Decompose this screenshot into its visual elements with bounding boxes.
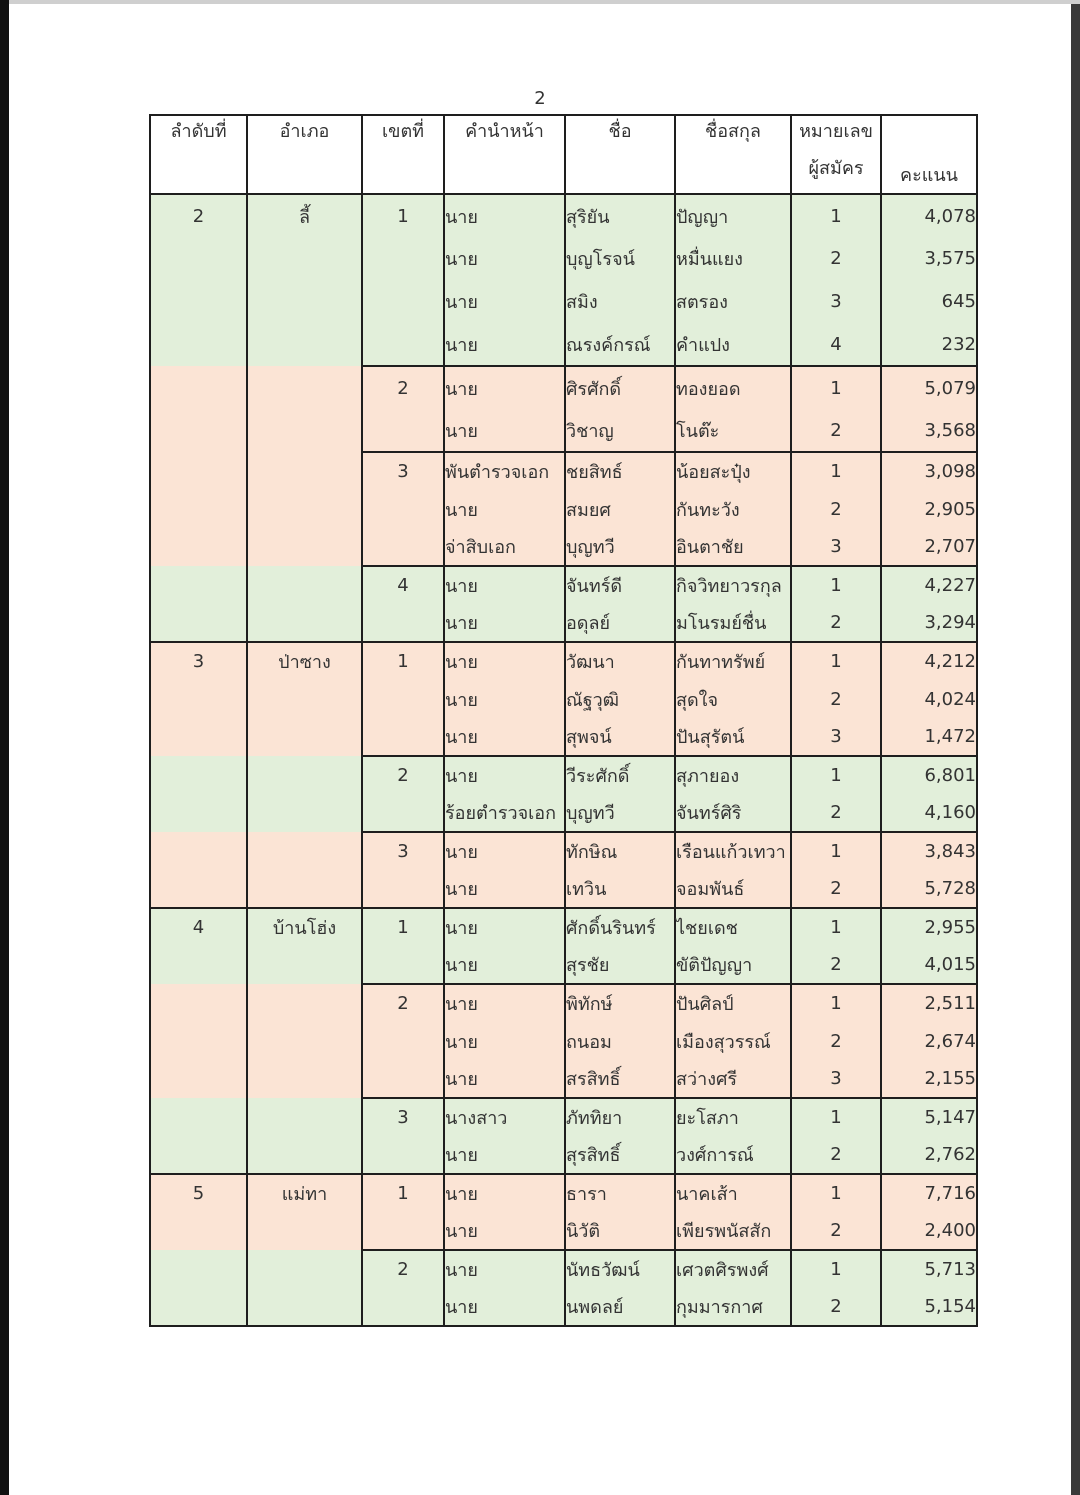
prefix-cell: นาย [444, 1212, 565, 1250]
first-name-cell: สุพจน์ [565, 718, 675, 756]
candidate-number-cell: 1 [791, 756, 881, 794]
candidate-number-cell: 2 [791, 870, 881, 908]
table-header-row [150, 115, 977, 194]
first-name-cell: ชยสิทธ์ [565, 452, 675, 490]
table-row [150, 680, 977, 718]
candidate-number-cell: 1 [791, 566, 881, 604]
order-cell: 4 [150, 908, 247, 946]
district-cell [247, 280, 362, 323]
table-row [150, 1060, 977, 1098]
prefix-cell: นาย [444, 1288, 565, 1326]
prefix-cell: นาย [444, 832, 565, 870]
candidate-number-cell: 1 [791, 1174, 881, 1212]
district-cell [247, 1022, 362, 1060]
table-row [150, 280, 977, 323]
zone-cell: 4 [362, 566, 444, 604]
district-cell [247, 870, 362, 908]
table-row [150, 1136, 977, 1174]
prefix-cell: นางสาว [444, 1098, 565, 1136]
first-name-cell: ศิรศักดิ์ [565, 366, 675, 409]
first-name-cell: ณัฐวุฒิ [565, 680, 675, 718]
first-name-cell: สมยศ [565, 490, 675, 528]
table-row [150, 1288, 977, 1326]
first-name-cell: บุญทวี [565, 794, 675, 832]
last-name-cell: โนต๊ะ [675, 409, 791, 452]
prefix-cell: นาย [444, 1174, 565, 1212]
first-name-cell: นิวัติ [565, 1212, 675, 1250]
table-row [150, 409, 977, 452]
zone-cell: 2 [362, 1250, 444, 1288]
viewer-left-edge [0, 0, 9, 1495]
candidate-number-cell: 3 [791, 528, 881, 566]
last-name-cell: ขัติปัญญา [675, 946, 791, 984]
prefix-cell: นาย [444, 237, 565, 280]
prefix-cell: ร้อยตำรวจเอก [444, 794, 565, 832]
order-cell [150, 1136, 247, 1174]
zone-cell [362, 528, 444, 566]
table-row [150, 642, 977, 680]
district-cell [247, 1288, 362, 1326]
first-name-cell: บุญโรจน์ [565, 237, 675, 280]
prefix-cell: นาย [444, 280, 565, 323]
order-cell [150, 1250, 247, 1288]
last-name-cell: ยะโสภา [675, 1098, 791, 1136]
score-cell: 3,294 [881, 604, 977, 642]
order-cell [150, 452, 247, 490]
candidate-number-cell: 1 [791, 366, 881, 409]
district-cell [247, 409, 362, 452]
candidate-number-cell: 1 [791, 452, 881, 490]
zone-cell: 3 [362, 452, 444, 490]
candidate-number-cell: 1 [791, 194, 881, 237]
score-cell: 2,762 [881, 1136, 977, 1174]
district-cell [247, 490, 362, 528]
candidate-number-cell: 1 [791, 908, 881, 946]
zone-cell: 1 [362, 194, 444, 237]
last-name-cell: เมืองสุวรรณ์ [675, 1022, 791, 1060]
zone-cell [362, 946, 444, 984]
table-row [150, 452, 977, 490]
prefix-cell: นาย [444, 409, 565, 452]
header-score: คะแนน [881, 115, 977, 194]
first-name-cell: นัทธวัฒน์ [565, 1250, 675, 1288]
order-cell [150, 323, 247, 366]
order-cell: 2 [150, 194, 247, 237]
score-cell: 3,098 [881, 452, 977, 490]
first-name-cell: พิทักษ์ [565, 984, 675, 1022]
prefix-cell: นาย [444, 870, 565, 908]
prefix-cell: นาย [444, 323, 565, 366]
order-cell [150, 1098, 247, 1136]
order-cell [150, 794, 247, 832]
order-cell [150, 756, 247, 794]
district-cell [247, 1060, 362, 1098]
score-cell: 4,024 [881, 680, 977, 718]
score-cell: 2,905 [881, 490, 977, 528]
last-name-cell: เพียรพนัสสัก [675, 1212, 791, 1250]
candidate-number-cell: 1 [791, 642, 881, 680]
prefix-cell: นาย [444, 194, 565, 237]
first-name-cell: จันทร์ดี [565, 566, 675, 604]
last-name-cell: จันทร์ศิริ [675, 794, 791, 832]
district-cell [247, 237, 362, 280]
order-cell: 3 [150, 642, 247, 680]
last-name-cell: กิจวิทยาวรกุล [675, 566, 791, 604]
table-body [150, 194, 977, 1326]
zone-cell [362, 1136, 444, 1174]
first-name-cell: ธารา [565, 1174, 675, 1212]
table-row [150, 946, 977, 984]
district-cell [247, 1136, 362, 1174]
prefix-cell: นาย [444, 680, 565, 718]
table-row [150, 984, 977, 1022]
header-first-name: ชื่อ [565, 115, 675, 194]
candidate-number-cell: 2 [791, 1288, 881, 1326]
district-cell [247, 566, 362, 604]
first-name-cell: ถนอม [565, 1022, 675, 1060]
table-row [150, 1098, 977, 1136]
order-cell [150, 1288, 247, 1326]
prefix-cell: นาย [444, 718, 565, 756]
first-name-cell: วิชาญ [565, 409, 675, 452]
district-cell [247, 794, 362, 832]
last-name-cell: อินตาชัย [675, 528, 791, 566]
first-name-cell: วีระศักดิ์ [565, 756, 675, 794]
candidate-number-cell: 1 [791, 1250, 881, 1288]
prefix-cell: นาย [444, 490, 565, 528]
first-name-cell: สุริยัน [565, 194, 675, 237]
header-prefix: คำนำหน้า [444, 115, 565, 194]
header-candidate-number [791, 115, 881, 194]
district-cell [247, 946, 362, 984]
order-cell [150, 490, 247, 528]
candidate-number-cell: 3 [791, 1060, 881, 1098]
last-name-cell: เศวตศิรพงศ์ [675, 1250, 791, 1288]
document-page [9, 4, 1071, 1495]
last-name-cell: น้อยสะปุ๋ง [675, 452, 791, 490]
candidate-number-cell: 2 [791, 604, 881, 642]
first-name-cell: ณรงค์กรณ์ [565, 323, 675, 366]
order-cell [150, 1212, 247, 1250]
zone-cell [362, 409, 444, 452]
first-name-cell: อดุลย์ [565, 604, 675, 642]
score-cell: 5,713 [881, 1250, 977, 1288]
score-cell: 5,079 [881, 366, 977, 409]
zone-cell [362, 870, 444, 908]
district-cell [247, 1098, 362, 1136]
district-cell: แม่ทา [247, 1174, 362, 1212]
prefix-cell: นาย [444, 946, 565, 984]
order-cell [150, 984, 247, 1022]
order-cell [150, 680, 247, 718]
table-row [150, 194, 977, 237]
table-row [150, 490, 977, 528]
table-row [150, 718, 977, 756]
zone-cell: 3 [362, 832, 444, 870]
prefix-cell: นาย [444, 908, 565, 946]
prefix-cell: นาย [444, 1250, 565, 1288]
district-cell [247, 1250, 362, 1288]
candidate-number-cell: 1 [791, 1098, 881, 1136]
last-name-cell: กันทาทรัพย์ [675, 642, 791, 680]
zone-cell: 2 [362, 984, 444, 1022]
candidate-number-cell: 2 [791, 409, 881, 452]
order-cell [150, 566, 247, 604]
district-cell [247, 984, 362, 1022]
zone-cell [362, 1288, 444, 1326]
order-cell [150, 528, 247, 566]
first-name-cell: ทักษิณ [565, 832, 675, 870]
score-cell: 4,015 [881, 946, 977, 984]
prefix-cell: นาย [444, 984, 565, 1022]
last-name-cell: มโนรมย์ชื่น [675, 604, 791, 642]
candidate-number-cell: 2 [791, 1136, 881, 1174]
order-cell [150, 280, 247, 323]
order-cell [150, 1022, 247, 1060]
order-cell [150, 237, 247, 280]
header-last-name: ชื่อสกุล [675, 115, 791, 194]
table-row [150, 604, 977, 642]
zone-cell: 2 [362, 756, 444, 794]
candidate-number-cell: 2 [791, 1212, 881, 1250]
score-cell: 3,843 [881, 832, 977, 870]
header-candidate-number-line1: หมายเลข [799, 121, 873, 142]
last-name-cell: ปันสุรัตน์ [675, 718, 791, 756]
order-cell: 5 [150, 1174, 247, 1212]
order-cell [150, 604, 247, 642]
first-name-cell: สุรสิทธิ์ [565, 1136, 675, 1174]
district-cell [247, 528, 362, 566]
score-cell: 1,472 [881, 718, 977, 756]
score-cell: 4,212 [881, 642, 977, 680]
candidate-number-cell: 2 [791, 794, 881, 832]
last-name-cell: ปัญญา [675, 194, 791, 237]
order-cell [150, 1060, 247, 1098]
first-name-cell: สมิง [565, 280, 675, 323]
candidate-number-cell: 4 [791, 323, 881, 366]
district-cell [247, 366, 362, 409]
table-row [150, 566, 977, 604]
score-cell: 4,227 [881, 566, 977, 604]
prefix-cell: จ่าสิบเอก [444, 528, 565, 566]
header-district: อำเภอ [247, 115, 362, 194]
score-cell: 4,078 [881, 194, 977, 237]
last-name-cell: คำแปง [675, 323, 791, 366]
order-cell [150, 870, 247, 908]
header-order: ลำดับที่ [150, 115, 247, 194]
last-name-cell: เรือนแก้วเทวา [675, 832, 791, 870]
candidate-number-cell: 2 [791, 490, 881, 528]
district-cell [247, 604, 362, 642]
score-cell: 2,155 [881, 1060, 977, 1098]
district-cell [247, 1212, 362, 1250]
candidate-number-cell: 2 [791, 680, 881, 718]
table-row [150, 1250, 977, 1288]
first-name-cell: นพดลย์ [565, 1288, 675, 1326]
last-name-cell: สว่างศรี [675, 1060, 791, 1098]
score-cell: 2,707 [881, 528, 977, 566]
district-cell [247, 680, 362, 718]
table-row [150, 756, 977, 794]
prefix-cell: นาย [444, 1136, 565, 1174]
zone-cell [362, 794, 444, 832]
last-name-cell: กุมมารกาศ [675, 1288, 791, 1326]
score-cell: 2,955 [881, 908, 977, 946]
last-name-cell: กันทะวัง [675, 490, 791, 528]
prefix-cell: พันตำรวจเอก [444, 452, 565, 490]
zone-cell [362, 718, 444, 756]
district-cell [247, 323, 362, 366]
last-name-cell: สตรอง [675, 280, 791, 323]
order-cell [150, 718, 247, 756]
first-name-cell: สุรชัย [565, 946, 675, 984]
last-name-cell: วงศ์การณ์ [675, 1136, 791, 1174]
table-row [150, 908, 977, 946]
last-name-cell: ไชยเดช [675, 908, 791, 946]
zone-cell [362, 604, 444, 642]
zone-cell [362, 237, 444, 280]
order-cell [150, 946, 247, 984]
score-cell: 645 [881, 280, 977, 323]
score-cell: 3,568 [881, 409, 977, 452]
order-cell [150, 832, 247, 870]
zone-cell [362, 1212, 444, 1250]
first-name-cell: บุญทวี [565, 528, 675, 566]
district-cell [247, 452, 362, 490]
candidate-number-cell: 3 [791, 280, 881, 323]
table-row [150, 366, 977, 409]
first-name-cell: ภัททิยา [565, 1098, 675, 1136]
zone-cell: 2 [362, 366, 444, 409]
last-name-cell: หมื่นแยง [675, 237, 791, 280]
score-cell: 5,728 [881, 870, 977, 908]
prefix-cell: นาย [444, 1022, 565, 1060]
table-row [150, 528, 977, 566]
prefix-cell: นาย [444, 604, 565, 642]
zone-cell: 1 [362, 1174, 444, 1212]
table-row [150, 1212, 977, 1250]
score-cell: 2,511 [881, 984, 977, 1022]
table-row [150, 237, 977, 280]
order-cell [150, 366, 247, 409]
score-cell: 2,674 [881, 1022, 977, 1060]
order-cell [150, 409, 247, 452]
score-cell: 3,575 [881, 237, 977, 280]
score-cell: 232 [881, 323, 977, 366]
district-cell: ลี้ [247, 194, 362, 237]
election-results-table [149, 114, 978, 1327]
candidate-number-cell: 2 [791, 237, 881, 280]
header-candidate-number-line2: ผู้สมัคร [808, 158, 864, 179]
candidate-number-cell: 1 [791, 984, 881, 1022]
prefix-cell: นาย [444, 642, 565, 680]
table-row [150, 794, 977, 832]
table-row [150, 323, 977, 366]
score-cell: 5,154 [881, 1288, 977, 1326]
last-name-cell: นาคเส้า [675, 1174, 791, 1212]
table-row [150, 1022, 977, 1060]
district-cell: บ้านโฮ่ง [247, 908, 362, 946]
candidate-number-cell: 2 [791, 1022, 881, 1060]
zone-cell [362, 280, 444, 323]
score-cell: 7,716 [881, 1174, 977, 1212]
prefix-cell: นาย [444, 366, 565, 409]
last-name-cell: ทองยอด [675, 366, 791, 409]
first-name-cell: สรสิทธิ์ [565, 1060, 675, 1098]
zone-cell [362, 1060, 444, 1098]
zone-cell [362, 490, 444, 528]
last-name-cell: จอมพันธ์ [675, 870, 791, 908]
district-cell [247, 832, 362, 870]
page-number: 2 [534, 88, 546, 109]
last-name-cell: ปันศิลป์ [675, 984, 791, 1022]
district-cell [247, 756, 362, 794]
first-name-cell: วัฒนา [565, 642, 675, 680]
zone-cell: 3 [362, 1098, 444, 1136]
score-cell: 2,400 [881, 1212, 977, 1250]
table-row [150, 832, 977, 870]
table-row [150, 870, 977, 908]
last-name-cell: สุดใจ [675, 680, 791, 718]
first-name-cell: เทวิน [565, 870, 675, 908]
score-cell: 6,801 [881, 756, 977, 794]
candidate-number-cell: 3 [791, 718, 881, 756]
zone-cell: 1 [362, 908, 444, 946]
zone-cell: 1 [362, 642, 444, 680]
candidate-number-cell: 2 [791, 946, 881, 984]
first-name-cell: ศักดิ์นรินทร์ [565, 908, 675, 946]
candidate-number-cell: 1 [791, 832, 881, 870]
zone-cell [362, 1022, 444, 1060]
header-zone: เขตที่ [362, 115, 444, 194]
zone-cell [362, 680, 444, 718]
last-name-cell: สุภายอง [675, 756, 791, 794]
score-cell: 5,147 [881, 1098, 977, 1136]
prefix-cell: นาย [444, 1060, 565, 1098]
table-row [150, 1174, 977, 1212]
district-cell: ป่าซาง [247, 642, 362, 680]
prefix-cell: นาย [444, 756, 565, 794]
prefix-cell: นาย [444, 566, 565, 604]
score-cell: 4,160 [881, 794, 977, 832]
district-cell [247, 718, 362, 756]
zone-cell [362, 323, 444, 366]
